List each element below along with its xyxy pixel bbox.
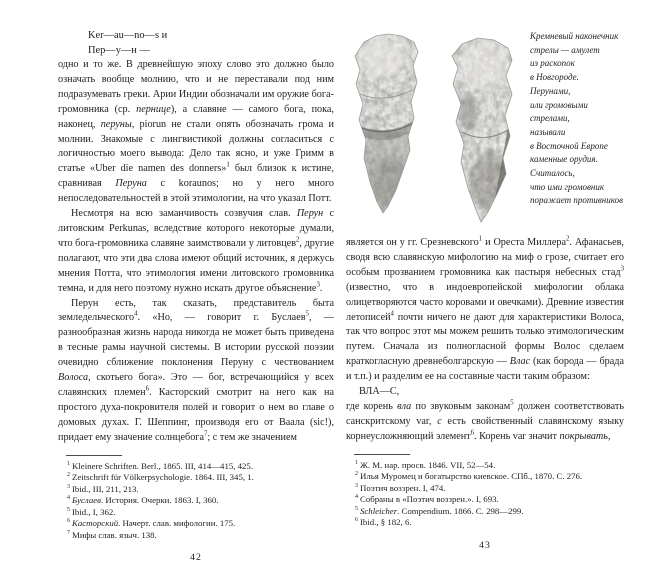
caption-line: в Восточной Европе bbox=[530, 140, 608, 151]
footnote-item: $^5$ Schleicher. Compendium. 1866. С. 298—299. bbox=[355, 505, 524, 516]
caption-line: Перунами, bbox=[530, 85, 571, 96]
right-footnotes bbox=[346, 460, 624, 529]
arrowhead-photo-front bbox=[350, 32, 430, 228]
verse-lines bbox=[58, 28, 334, 58]
footnote-item: $^4$ Буслаев. История. Очерки. 1863. I, 360. bbox=[67, 495, 219, 506]
caption-line: или громовыми bbox=[530, 99, 588, 110]
caption-line: Считалось, bbox=[530, 168, 575, 179]
page-right bbox=[346, 28, 624, 551]
caption-line: стрелы — амулет bbox=[530, 44, 600, 55]
right-body-text bbox=[346, 236, 624, 385]
paragraph: одно и то же. В древнейшую эпоху слово это должно было означать вообще молнию, что и не переставали под ним подразумевать греки. Арии Индии обозначали им оружие бога-громовника (ср. пернице), а славяне — самого бога, пока, наконец, перуны, piorun не стали опять обозначать грома и молнии. Знакомые с лингвистикой должны согласиться с логичностью моего вывода: Дело так ясно, и уже Гримм в статье «Uber die namen des donners»$^1$ был близок к истине, сравнивая Перуна с koraunos; но у него много непоследовательностей в этой этимологии, на что указал Потт. bbox=[58, 59, 335, 205]
caption-line: из раскопок bbox=[530, 58, 575, 69]
caption-line: поражает противников bbox=[530, 195, 624, 206]
footnote-item: $^1$ Ж. М. нар. просв. 1846. VII, 52—54. bbox=[355, 459, 496, 470]
page-number-right: 43 bbox=[479, 539, 491, 551]
footnote-item: $^4$ Собраны в «Поэтич воззрен.». I, 693. bbox=[355, 494, 499, 505]
verse-line: Ker—au—no—s и bbox=[88, 30, 168, 41]
page-number-left: 42 bbox=[190, 552, 202, 563]
caption-line: каменные орудия. bbox=[530, 154, 598, 165]
footnote-item: $^3$ Ibid., III, 211, 213. bbox=[67, 483, 139, 494]
paragraph: Несмотря на всю заманчивость созвучия слав. Перун с литовским Perkunas, вследствие которого некоторые думали, что бога-громовника славяне заимствовали у литовцев$^2$, другие полагают, что эти два слова имеют общий источник, я держусь мнения Потта, что этимология имени литовского громовника темна, и для него поэтому нужно искать другое объяснение$^3$. bbox=[58, 208, 334, 294]
caption-line: Кремневый наконечник bbox=[530, 31, 619, 41]
footnote-item: $^6$ Ibid., § 182, 6. bbox=[355, 517, 412, 528]
paragraph: Перун есть, так сказать, представитель быта земледельческого$^4$. «Но, — говорит г. Буслаев$^5$, — разнообразная жизнь народа никогда не может быть приведена в тесные рамы научной системы. В истории русской поэзии очевидно сближение поклонения Перуну с чествованием Волоса, скотьего бога». Это — бог, встречающийся у всех славянских племен$^6$. Касторский смотрит на него как на простого духа-покровителя полей и говорит о нем во главе о домовых духах. Г. Шеппинг, производя его от Ваала (sic!), придает ему значение солнцебога$^7$; с тем же значением bbox=[58, 297, 334, 443]
caption-line: в Новгороде. bbox=[530, 72, 579, 83]
footnote-rule bbox=[66, 455, 122, 456]
footnote-item: $^7$ Мифы слав. языч. 138. bbox=[67, 529, 157, 540]
footnote-item: $^5$ Ibid., I, 362. bbox=[67, 506, 116, 517]
caption-line: стрелами, bbox=[530, 113, 570, 124]
footnote-item: $^6$ Касторский. Начерт. слав. мифологии. 175. bbox=[67, 518, 236, 529]
verse-line: Пер—у—н — bbox=[88, 45, 150, 56]
page-left bbox=[58, 28, 334, 563]
right-body-text-after bbox=[346, 400, 624, 445]
footnote-item: $^3$ Поэтич воззрен. I, 474. bbox=[355, 482, 446, 493]
footnote-item: $^2$ Илья Муромец и богатырство киевское. СПб., 1870. С. 276. bbox=[355, 471, 583, 482]
footnote-item: $^1$ Kleinere Schriften. Berl., 1865. III, 414—415, 425. bbox=[67, 460, 254, 471]
caption-line: что ими громовник bbox=[530, 181, 605, 192]
figure-block bbox=[346, 28, 624, 230]
vla-line: ВЛА—С, bbox=[359, 386, 400, 398]
caption-line: называли bbox=[530, 126, 566, 137]
flint-arrowhead-photos bbox=[350, 32, 526, 228]
arrowhead-photo-back bbox=[446, 32, 526, 228]
figure-caption bbox=[530, 30, 624, 208]
footnote-rule bbox=[354, 454, 410, 455]
left-footnotes bbox=[58, 461, 334, 542]
paragraph: где корень вла по звуковым законам$^5$ должен соответствовать санскритскому var, с есть свойственный славянскому языку корнеусложняющий элемент$^6$. Корень var значит покрывать, bbox=[346, 399, 624, 442]
footnote-item: $^2$ Zeitschrift für Völkerpsychologie. 1864. III, 345, 1. bbox=[67, 472, 254, 483]
paragraph: является он у гг. Срезневского$^1$ и Ореста Миллера$^2$. Афанасьев, сводя всю славянскую мифологию на миф о грозе, считает его особым прозванием громовника как пастыря небесных стад$^3$ (известно, что в индоевропейской мифологии облака олицетворяются часто коровами и овечками). Древние известия летописей$^4$ почти ничего не дают для характеристики Волоса, так что вопрос этот мы можем решить только этимологическим путем. Сначала из полногласной формы Волос сделаем краткогласную древнеболгарскую — Влас (как борода — брада и т.п.) и разделим ее на составные части таким образом: bbox=[346, 235, 624, 383]
left-body-text bbox=[58, 58, 334, 446]
